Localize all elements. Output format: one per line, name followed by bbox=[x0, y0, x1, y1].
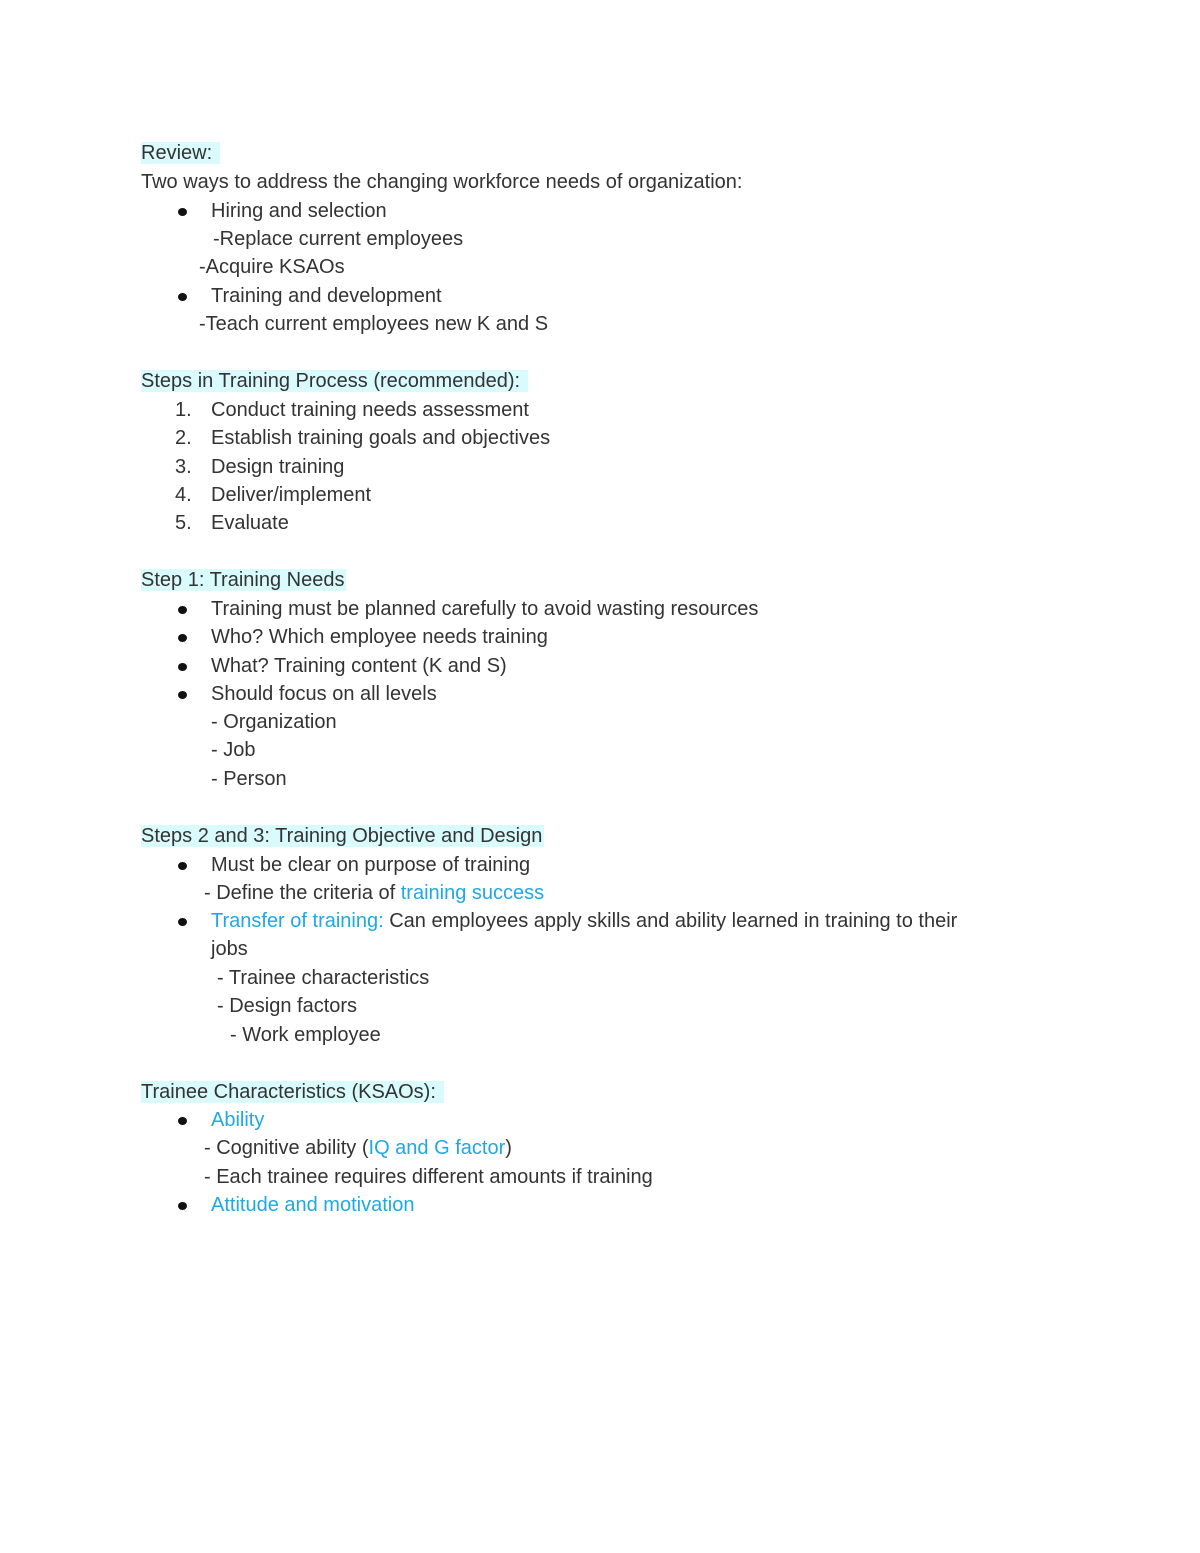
bullet-icon bbox=[178, 606, 187, 614]
sub-item: -Acquire KSAOs bbox=[199, 256, 345, 278]
iq-g-factor-term: IQ and G factor bbox=[368, 1137, 506, 1159]
list-item: Attitude and motivation bbox=[0, 1191, 1200, 1219]
bullet-icon bbox=[178, 208, 187, 216]
list-item: Hiring and selection bbox=[0, 197, 1200, 225]
sub-item: - Job bbox=[211, 739, 256, 761]
bullet-icon bbox=[178, 918, 187, 926]
sub-item: - Cognitive ability (IQ and G factor) bbox=[204, 1137, 512, 1159]
trainee-heading: Trainee Characteristics (KSAOs): bbox=[141, 1078, 444, 1106]
sub-item: - Organization bbox=[211, 711, 337, 733]
sub-item: - Trainee characteristics bbox=[217, 967, 430, 989]
bullet-icon bbox=[178, 1117, 187, 1125]
steps-process-heading: Steps in Training Process (recommended): bbox=[141, 367, 528, 395]
list-item: 1. Conduct training needs assessment bbox=[175, 399, 529, 421]
bullet-icon bbox=[178, 691, 187, 699]
review-heading: Review: bbox=[141, 139, 220, 167]
list-item: 4. Deliver/implement bbox=[175, 484, 372, 506]
list-item: Should focus on all levels bbox=[0, 680, 1200, 708]
bullet-icon bbox=[178, 634, 187, 642]
list-item: Who? Which employee needs training bbox=[0, 623, 1200, 651]
training-success-term: training success bbox=[400, 882, 545, 904]
steps23-heading: Steps 2 and 3: Training Objective and Design bbox=[141, 825, 543, 847]
list-item: Ability bbox=[0, 1106, 1200, 1134]
list-item: Training must be planned carefully to avoid wasting resources bbox=[0, 595, 1200, 623]
list-item: 2. Establish training goals and objectives bbox=[175, 427, 551, 449]
bullet-icon bbox=[178, 862, 187, 870]
list-item: Transfer of training: Can employees apply skills and ability learned in training to their bbox=[0, 907, 1200, 935]
sub-item: - Define the criteria of training success bbox=[204, 882, 545, 904]
bullet-icon bbox=[178, 293, 187, 301]
transfer-of-training-term: Transfer of training: bbox=[211, 910, 384, 932]
list-item: 5. Evaluate bbox=[175, 512, 289, 534]
sub-item: -Teach current employees new K and S bbox=[199, 313, 549, 335]
sub-item: -Replace current employees bbox=[213, 228, 464, 250]
sub-item: - Each trainee requires different amounts if training bbox=[204, 1166, 653, 1188]
list-item: Must be clear on purpose of training bbox=[0, 851, 1200, 879]
list-item: What? Training content (K and S) bbox=[0, 652, 1200, 680]
sub-item: - Person bbox=[211, 768, 287, 790]
list-item: 3. Design training bbox=[175, 456, 345, 478]
bullet-icon bbox=[178, 1202, 187, 1210]
list-item: Training and development bbox=[0, 282, 1200, 310]
step1-heading: Step 1: Training Needs bbox=[141, 569, 345, 591]
list-item-continuation: jobs bbox=[211, 938, 248, 960]
bullet-icon bbox=[178, 663, 187, 671]
sub-item: - Work employee bbox=[230, 1024, 381, 1046]
sub-item: - Design factors bbox=[217, 995, 358, 1017]
review-intro: Two ways to address the changing workforce needs of organization: bbox=[141, 171, 743, 193]
